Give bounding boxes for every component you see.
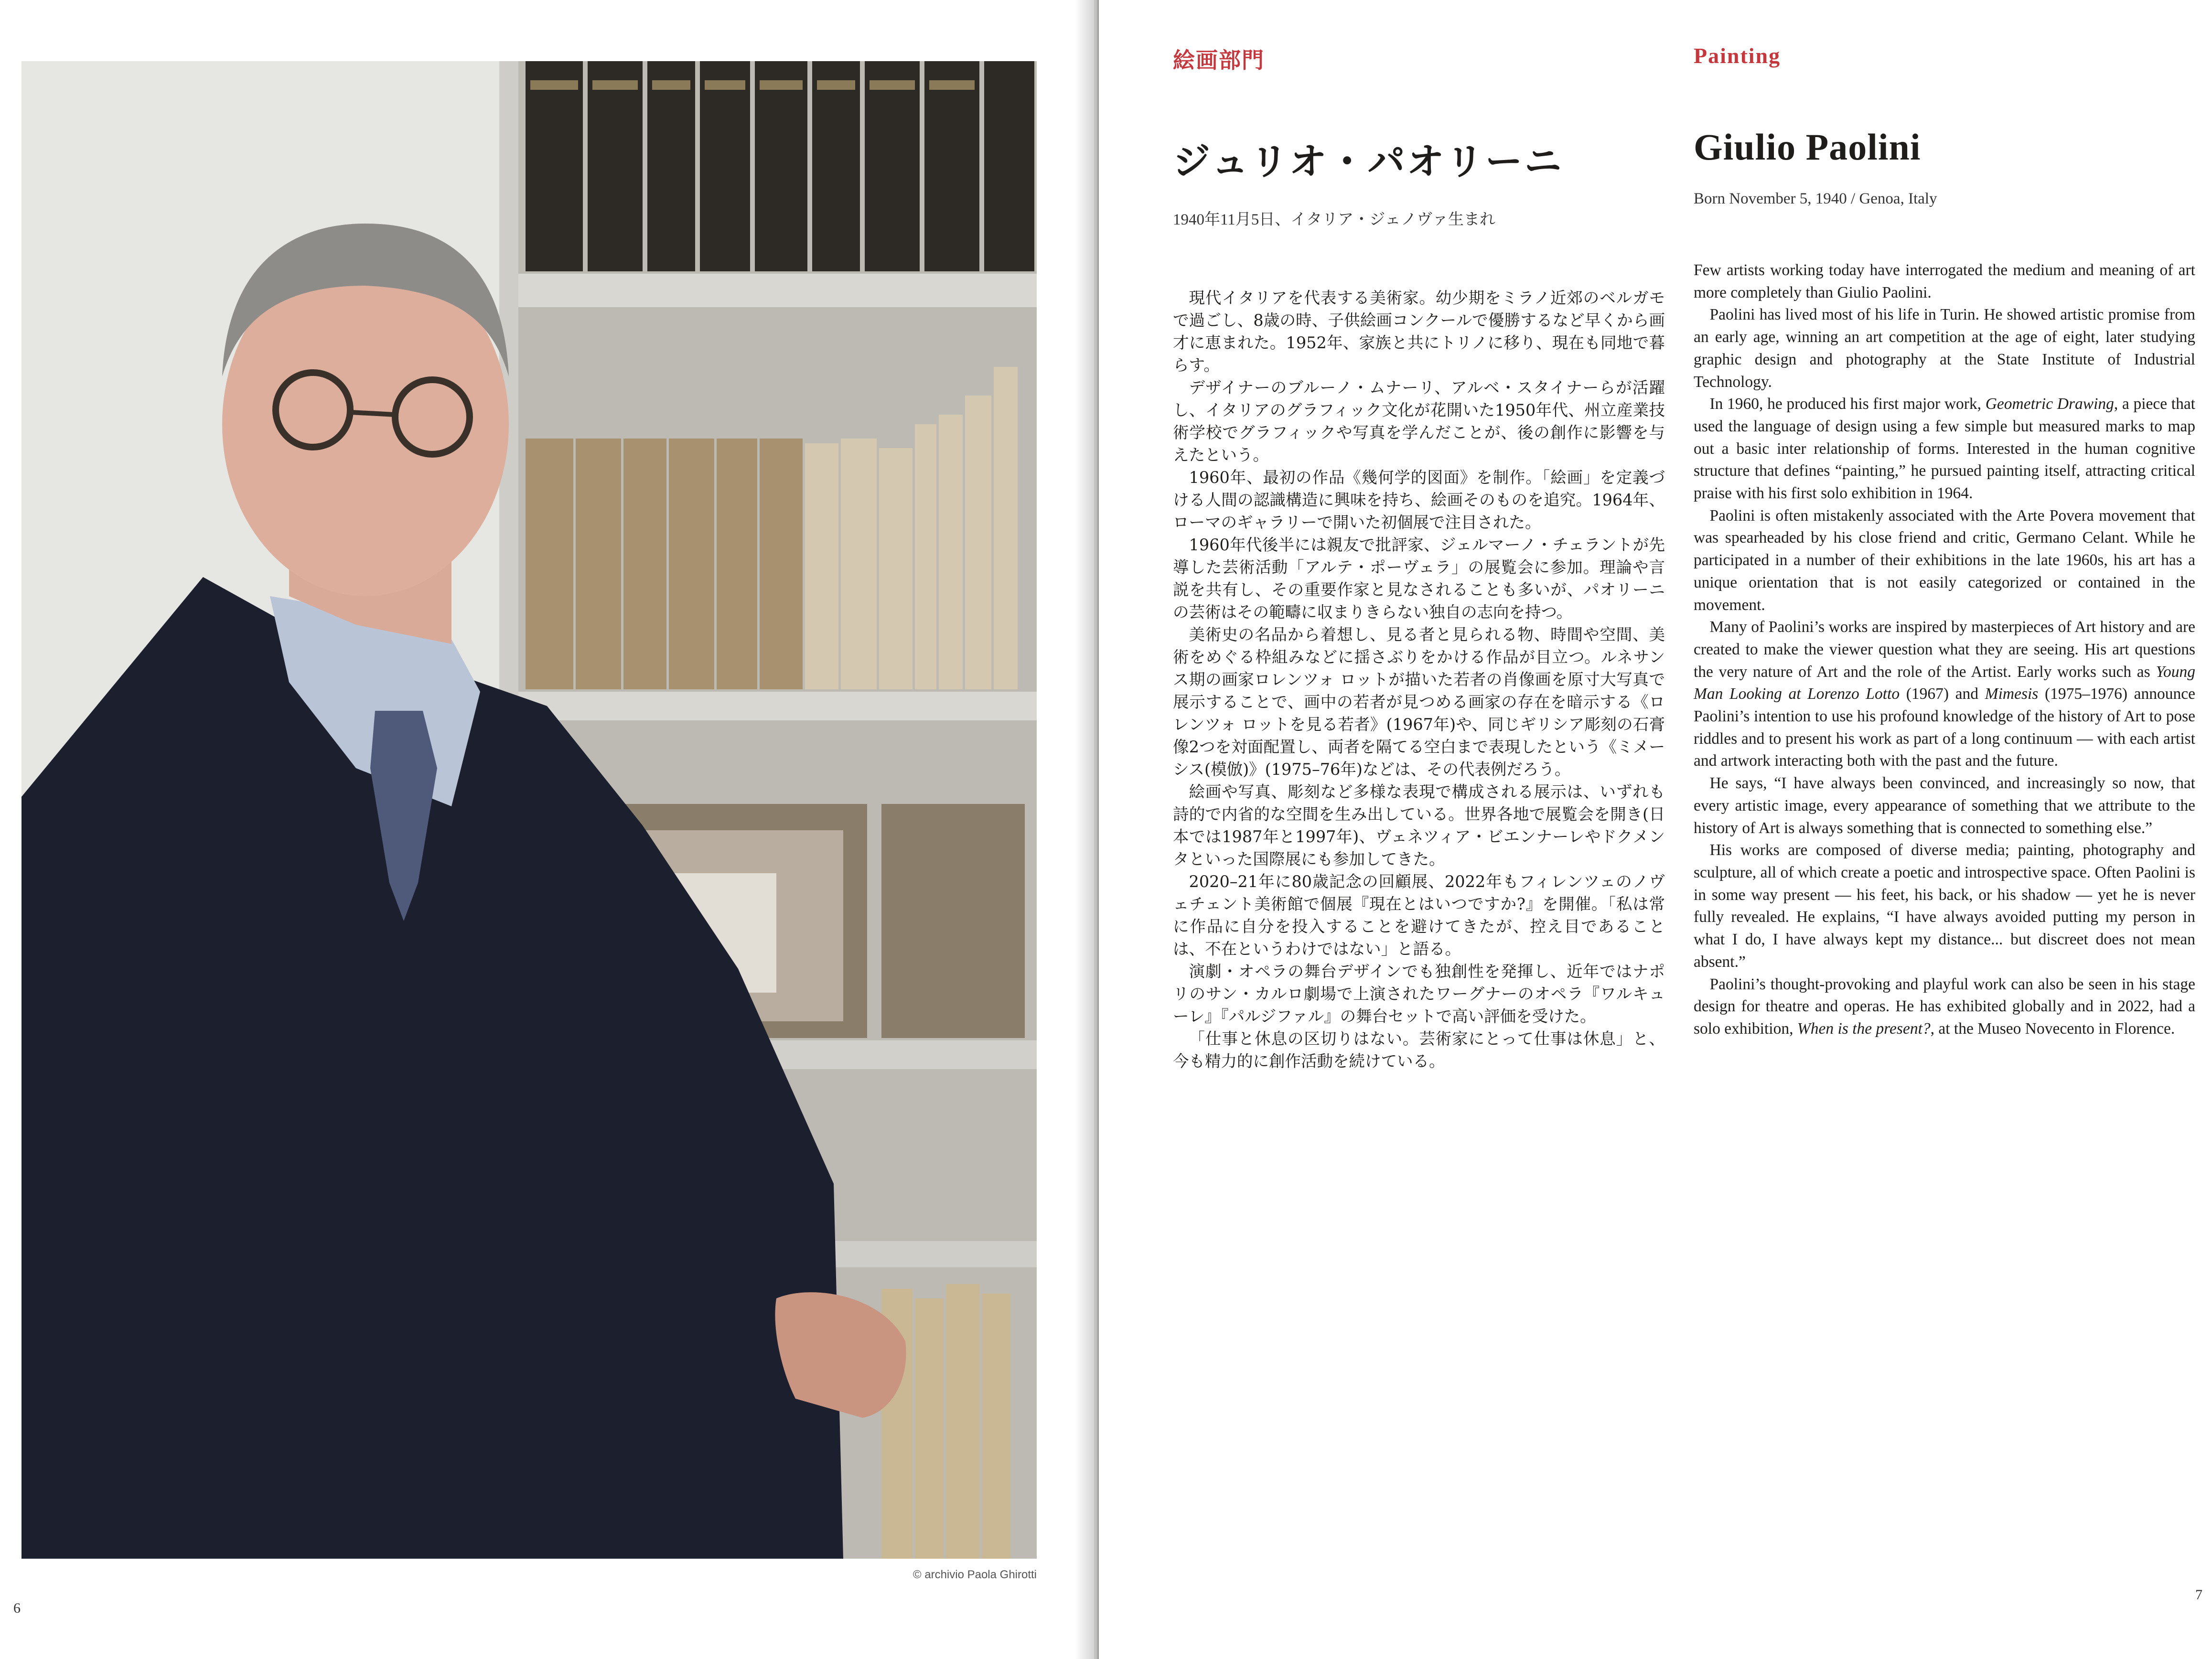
left-page	[0, 0, 1094, 1659]
work-title: When is the present?	[1797, 1019, 1931, 1038]
artist-name-en: Giulio Paolini	[1694, 126, 1921, 168]
paragraph-jp: 美術史の名品から着想し、見る者と見られる物、時間や空間、美術をめぐる枠組みなどに揺さぶりをかける作品が目立つ。ルネサンス期の画家ロレンツォ ロットが描いた若者の肖像画を原寸大写真で展示することで、画中の若者が見つめる画家の存在を暗示する《ロレンツォ ロットを見る若者》(1967年)や、同じギリシア彫刻の石膏像2つを対面配置し、両者を隔てる空白まで表現したという《ミメーシス(模倣)》(1975–76年)などは、その代表例だろう。	[1173, 625, 1665, 779]
work-title: Geometric Drawing	[1985, 395, 2114, 413]
biography-en	[1694, 259, 2195, 1040]
page-number-right: 7	[2195, 1587, 2202, 1603]
paragraph-en	[1694, 393, 2195, 505]
portrait-photo	[21, 61, 1037, 1559]
page-number-left: 6	[13, 1600, 21, 1616]
paragraph-en: Paolini is often mistakenly associated with the Arte Povera movement that was spearheaded by his close friend and critic, Germano Celant. While he participated in a number of their exhibitions in the late 1960s, his art has a unique orientation that is not easily categorized or contained in the movement.	[1694, 506, 2195, 614]
birth-info-en: Born November 5, 1940 / Genoa, Italy	[1694, 190, 1937, 207]
biography-jp	[1173, 287, 1665, 1072]
paragraph-jp: 1960年、最初の作品《幾何学的図面》を制作。「絵画」を定義づける人間の認識構造に興味を持ち、絵画そのものを追究。1964年、ローマのギャラリーで開いた初個展で注目された。	[1173, 468, 1665, 532]
section-label-jp: 絵画部門	[1173, 48, 1265, 73]
paragraph-en: His works are composed of diverse media; painting, photography and sculpture, all of which create a poetic and introspective space. Often Paolini is in some way present — his feet, his back, or his shadow — yet he is never fully revealed. He explains, “I have always avoided putting my person in what I do, I have always kept my distance... but discreet does not mean absent.”	[1694, 841, 2195, 971]
text-run: , at the Museo Novecento in Florence.	[1930, 1019, 2175, 1038]
paragraph-jp: 絵画や写真、彫刻など多様な表現で構成される展示は、いずれも詩的で内省的な空間を生み出している。世界各地で展覧会を開き(日本では1987年と1997年)、ヴェネツィア・ビエンナーレやドクメンタといった国際展にも参加してきた。	[1173, 782, 1665, 868]
paragraph-jp: 現代イタリアを代表する美術家。幼少期をミラノ近郊のベルガモで過ごし、8歳の時、子供絵画コンクールで優勝するなど早くから画才に恵まれた。1952年、家族と共にトリノに移り、現在も同地で暮らす。	[1173, 289, 1665, 375]
paragraph-en: Paolini has lived most of his life in Turin. He showed artistic promise from an early age, winning an art competition at the age of eight, later studying graphic design and photography at the State Institute of Industrial Technology.	[1694, 306, 2195, 391]
paragraph-jp: 「仕事と休息の区切りはない。芸術家にとって仕事は休息」と、今も精力的に創作活動を続けている。	[1173, 1029, 1665, 1070]
paragraph-jp: 1960年代後半には親友で批評家、ジェルマーノ・チェラントが先導した芸術活動「アルテ・ポーヴェラ」の展覧会に参加。理論や言説を共有し、その重要作家と見なされることも多いが、パオリーニの芸術はその範疇に収まりきらない独自の志向を持つ。	[1173, 535, 1665, 621]
portrait-image	[21, 61, 1037, 1559]
text-run: , a piece that used the language of design using a few simple but measured marks to map out a basic inter relationship of forms. Interested in the human cognitive structure that defines “painting,” he pursued painting itself, attracting critical praise with his first solo exhibition in 1964.	[1694, 395, 2195, 503]
work-title: Mimesis	[1985, 685, 2039, 703]
text-run: (1967) and	[1900, 685, 1985, 703]
japanese-column	[1173, 43, 1665, 1072]
paragraph-en	[1694, 974, 2195, 1040]
section-label-en: Painting	[1694, 43, 1781, 68]
text-run: Paolini’s thought-provoking and playful work can also be seen in his stage design for theatre and operas. He has exhibited globally and in 2022, had a solo exhibition,	[1694, 975, 2195, 1038]
photo-credit: © archivio Paola Ghirotti	[913, 1568, 1037, 1581]
artist-name-jp: ジュリオ・パオリーニ	[1173, 140, 1564, 183]
paragraph-en	[1694, 616, 2195, 772]
english-column	[1694, 43, 2195, 1040]
text-run: Many of Paolini’s works are inspired by masterpieces of Art history and are created to make the viewer question what they are seeing. His art questions the very nature of Art and the role of the Artist. Early works such as	[1694, 618, 2195, 681]
paragraph-jp: 演劇・オペラの舞台デザインでも独創性を発揮し、近年ではナポリのサン・カルロ劇場で上演されたワーグナーのオペラ『ワルキューレ』『パルジファル』の舞台セットで高い評価を受けた。	[1173, 962, 1665, 1026]
work-title: Young Man Looking at Lorenzo Lotto	[1694, 663, 2195, 703]
paragraph-jp: デザイナーのブルーノ・ムナーリ、アルベ・スタイナーらが活躍し、イタリアのグラフィック文化が花開いた1950年代、州立産業技術学校でグラフィックや写真を学んだことが、後の創作に影響を与えたという。	[1173, 378, 1665, 464]
text-run: In 1960, he produced his first major work,	[1709, 395, 1986, 413]
paragraph-en: He says, “I have always been convinced, and increasingly so now, that every artistic image, every appearance of something that we attribute to the history of Art is always something that is connected to something else.”	[1694, 774, 2195, 837]
text-run: (1975–1976) announce Paolini’s intention to use his profound knowledge of the history of Art to pose riddles and to present his work as part of a long continuum — with each artist and artwork interacting both with the past and the future.	[1694, 685, 2195, 770]
birth-info-jp: 1940年11月5日、イタリア・ジェノヴァ生まれ	[1173, 211, 1495, 228]
right-page	[1099, 0, 2212, 1659]
paragraph-en: Few artists working today have interrogated the medium and meaning of art more completely than Giulio Paolini.	[1694, 261, 2195, 301]
paragraph-jp: 2020–21年に80歳記念の回顧展、2022年もフィレンツェのノヴェチェント美術館で個展『現在とはいつですか?』を開催。「私は常に作品に自分を投入することを避けてきたが、控え目であることは、不在というわけではない」と語る。	[1173, 872, 1665, 958]
